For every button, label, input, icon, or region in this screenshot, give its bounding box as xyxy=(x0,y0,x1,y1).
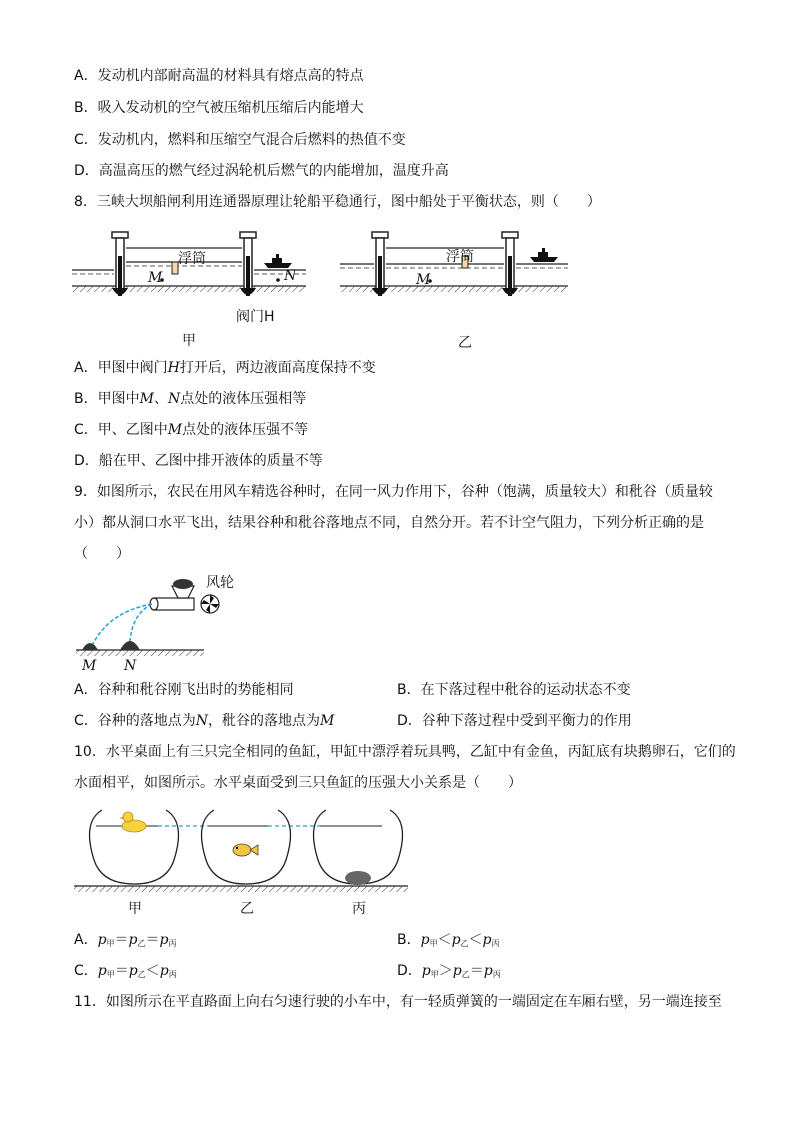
q10-option-d-op1: ＞ xyxy=(438,963,453,979)
q10-option-b-p2: p xyxy=(451,932,461,948)
q10-option-c-p3: p xyxy=(159,963,169,979)
q8-option-b-rest: 点处的液体压强相等 xyxy=(180,391,307,407)
q8-point-m-right: M xyxy=(416,272,431,288)
q8-caption-yi: 乙 xyxy=(458,335,472,351)
q10-caption-jia: 甲 xyxy=(128,901,142,917)
q8-float-label-right: 浮筒 xyxy=(446,249,474,265)
q10-option-b-p3: p xyxy=(482,932,492,948)
q10-option-a-p2: p xyxy=(128,932,138,948)
q8-option-b-sep: 、 xyxy=(153,391,168,407)
q10-option-a-p1: p xyxy=(97,932,107,948)
q10-option-d-op2: ＝ xyxy=(469,963,484,979)
q8-option-b-text: B．甲图中 xyxy=(74,391,140,407)
q7-option-c: C．发动机内，燃料和压缩空气混合后燃料的热值不变 xyxy=(74,132,406,148)
q9-option-d: D．谷种下落过程中受到平衡力的作用 xyxy=(397,713,632,729)
q10-option-c-label: C． xyxy=(74,963,98,979)
q10-option-c-sub1: 甲 xyxy=(106,970,115,979)
q10-option-d-p3: p xyxy=(483,963,493,979)
q11-stem-line-1: 11．如图所示在平直路面上向右匀速行驶的小车中，有一轻质弹簧的一端固定在车厢右壁，另一端连接至 xyxy=(74,994,722,1010)
q10-option-b-label: B． xyxy=(397,932,421,948)
q10-option-a-sub1: 甲 xyxy=(106,939,115,948)
q9-point-n: N xyxy=(124,658,137,674)
q9-stem-line-1: 9．如图所示，农民在用风车精选谷种时，在同一风力作用下，谷种（饱满，质量较大）和秕谷（质量较 xyxy=(74,484,713,500)
q9-option-c-mid: ，秕谷的落地点为 xyxy=(208,713,321,729)
q10-fishbowls-figure xyxy=(72,806,412,898)
q9-option-c xyxy=(74,711,334,731)
q9-option-b: B．在下落过程中秕谷的运动状态不变 xyxy=(397,682,631,698)
q10-option-d-sub2: 乙 xyxy=(461,970,470,979)
q10-option-d xyxy=(397,961,501,985)
q9-option-c-var-n: N xyxy=(195,713,209,729)
q10-option-a-label: A． xyxy=(74,932,98,948)
q8-option-b-var-m: M xyxy=(139,391,154,407)
q8-option-a-var: H xyxy=(167,360,180,376)
q10-option-b-p1: p xyxy=(420,932,430,948)
q8-option-b xyxy=(74,389,306,409)
q9-option-a: A．谷种和秕谷刚飞出时的势能相同 xyxy=(74,682,294,698)
q10-option-d-p2: p xyxy=(452,963,462,979)
q7-option-b: B．吸入发动机的空气被压缩机压缩后内能增大 xyxy=(74,100,364,116)
q10-option-d-p1: p xyxy=(421,963,431,979)
q8-ship-lock-figure xyxy=(68,226,588,346)
q10-option-b-op2: ＜ xyxy=(468,932,483,948)
q10-option-a-op1: ＝ xyxy=(114,932,129,948)
q10-caption-yi: 乙 xyxy=(240,901,254,917)
q8-option-b-var-n: N xyxy=(167,391,181,407)
q9-option-c-var-m: M xyxy=(320,713,335,729)
q8-option-a-text: A．甲图中阀门 xyxy=(74,360,168,376)
q8-option-d: D．船在甲、乙图中排开液体的质量不等 xyxy=(74,453,323,469)
q8-option-a-rest: 打开后，两边液面高度保持不变 xyxy=(179,360,376,376)
q10-option-b-sub1: 甲 xyxy=(429,939,438,948)
q10-option-d-label: D． xyxy=(397,963,422,979)
q8-caption-jia: 甲 xyxy=(182,333,196,349)
q8-option-c-rest: 点处的液体压强不等 xyxy=(182,422,309,438)
q10-option-a-p3: p xyxy=(159,932,169,948)
q9-wind-wheel-label: 风轮 xyxy=(206,575,234,591)
q10-option-a-sub3: 丙 xyxy=(168,939,177,948)
q10-option-a-op2: ＝ xyxy=(145,932,160,948)
q10-option-c xyxy=(74,961,177,985)
q8-stem: 8．三峡大坝船闸利用连通器原理让轮船平稳通行，图中船处于平衡状态，则（ ） xyxy=(74,194,601,210)
q8-valve-label: 阀门H xyxy=(236,309,275,325)
q10-option-c-p2: p xyxy=(128,963,138,979)
q7-option-a: A．发动机内部耐高温的材料具有熔点高的特点 xyxy=(74,68,364,84)
q8-float-label-left: 浮筒 xyxy=(178,251,206,267)
q10-option-d-sub3: 丙 xyxy=(492,970,501,979)
q10-option-c-sub2: 乙 xyxy=(137,970,146,979)
q8-point-m-left: M xyxy=(148,270,163,286)
q8-option-c xyxy=(74,420,308,440)
q10-option-c-op2: ＜ xyxy=(145,963,160,979)
q10-option-a-sub2: 乙 xyxy=(137,939,146,948)
q7-option-d: D．高温高压的燃气经过涡轮机后燃气的内能增加，温度升高 xyxy=(74,163,449,179)
q8-option-a xyxy=(74,358,376,378)
q10-option-c-p1: p xyxy=(97,963,107,979)
q9-stem-line-2: 小）都从洞口水平飞出，结果谷种和秕谷落地点不同，自然分开。若不计空气阻力，下列分析正确的是 xyxy=(74,515,704,531)
q10-stem-line-2: 水面相平，如图所示。水平桌面受到三只鱼缸的压强大小关系是（ ） xyxy=(74,775,522,791)
q9-point-m: M xyxy=(82,658,97,674)
q10-option-d-sub1: 甲 xyxy=(430,970,439,979)
q10-option-b-sub2: 乙 xyxy=(460,939,469,948)
q10-option-b xyxy=(397,930,500,954)
q10-caption-bing: 丙 xyxy=(352,901,366,917)
q10-stem-line-1: 10．水平桌面上有三只完全相同的鱼缸，甲缸中漂浮着玩具鸭，乙缸中有金鱼，丙缸底有块鹅卵石，它们的 xyxy=(74,744,736,760)
q10-option-a xyxy=(74,930,176,954)
q10-option-b-sub3: 丙 xyxy=(491,939,500,948)
q10-option-c-op1: ＝ xyxy=(114,963,129,979)
q9-stem-line-3: （ ） xyxy=(74,546,130,562)
q10-option-b-op1: ＜ xyxy=(437,932,452,948)
q8-option-c-text: C．甲、乙图中 xyxy=(74,422,168,438)
q10-option-c-sub3: 丙 xyxy=(168,970,177,979)
q8-point-n: N xyxy=(284,268,297,284)
q8-option-c-var: M xyxy=(167,422,183,438)
q9-option-c-text: C．谷种的落地点为 xyxy=(74,713,196,729)
